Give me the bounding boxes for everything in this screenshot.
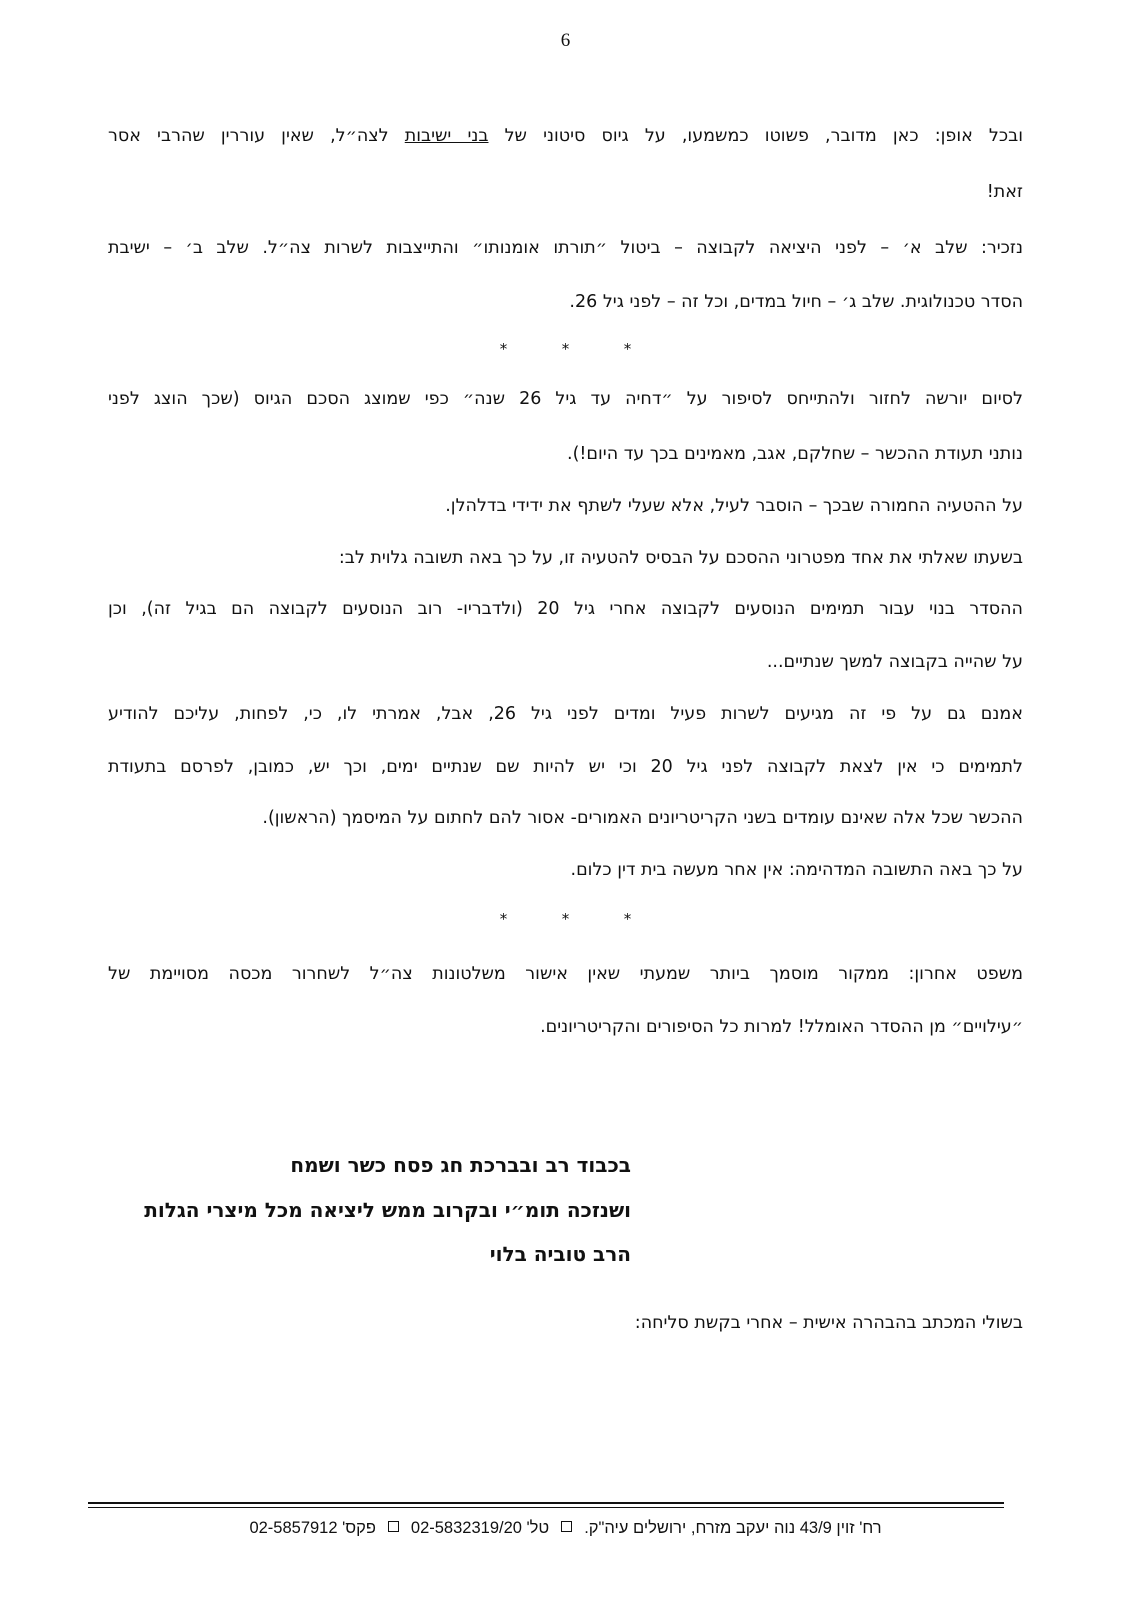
separator-star: *	[561, 340, 570, 358]
body-line-suffix: לצה״ל, שאין עוררין שהרבי אסר	[108, 126, 405, 146]
footer-phone: טל' 02-5832319/20	[410, 1519, 550, 1537]
separator-star: *	[499, 910, 508, 928]
footer-rule	[88, 1507, 1004, 1508]
body-line: ההכשר שכל אלה שאינם עומדים בשני הקריטריונים האמורים- אסור להם לחתום על המיסמך (הראשון).	[262, 808, 1023, 828]
footer	[0, 1519, 1131, 1538]
body-line: אמנם גם על פי זה מגיעים לשרות פעיל ומדים לפני גיל 26, אבל, אמרתי לו, כי, לפחות, עליכם להודיע	[108, 704, 1023, 724]
closing-line: בכבוד רב ובברכת חג פסח כשר ושמח	[290, 1153, 631, 1177]
bullet-box-icon	[561, 1521, 572, 1532]
bullet-box-icon	[388, 1521, 399, 1532]
body-line: משפט אחרון: ממקור מוסמך ביותר שמעתי שאין אישור משלטונות צה״ל לשחרור מכסה מסויימת של	[108, 964, 1023, 984]
separator-star: *	[499, 340, 508, 358]
body-line: נותני תעודת ההכשר – שחלקם, אגב, מאמינים בכך עד היום!).	[567, 444, 1023, 464]
footer-address: רח' זוין 43/9 נוה יעקב מזרח, ירושלים עיה"ק.	[584, 1519, 882, 1537]
footer-fax: פקס' 02-5857912	[249, 1519, 376, 1537]
page-number: 6	[560, 30, 571, 51]
body-line: לתמימים כי אין לצאת לקבוצה לפני גיל 20 וכי יש להיות שם שנתיים ימים, וכך יש, כמובן, לפרסם בתעודת	[108, 757, 1023, 777]
section-separator	[0, 340, 1131, 358]
signature: הרב טוביה בלוי	[489, 1242, 631, 1266]
body-line: לסיום יורשה לחזור ולהתייחס לסיפור על ״דחיה עד גיל 26 שנה״ כפי שמוצג הסכם הגיוס (שכך הוצג לפני	[108, 389, 1023, 409]
body-line: נזכיר: שלב א׳ – לפני היציאה לקבוצה – ביטול ״תורתו אומנותו״ והתייצבות לשרות צה״ל. שלב ב׳ – ישיבת	[108, 238, 1023, 258]
separator-star: *	[623, 910, 632, 928]
separator-star: *	[561, 910, 570, 928]
body-line: על ההטעיה החמורה שבכך – הוסבר לעיל, אלא שעלי לשתף את ידידי בדלהלן.	[445, 496, 1023, 516]
body-line: על שהייה בקבוצה למשך שנתיים...	[766, 652, 1023, 672]
postscript-heading: בשולי המכתב בהבהרה אישית – אחרי בקשת סליחה:	[634, 1313, 1023, 1333]
closing-line: ושנזכה תומ״י ובקרוב ממש ליציאה מכל מיצרי הגלות	[144, 1198, 631, 1222]
separator-star: *	[623, 340, 632, 358]
body-line-prefix: ובכל אופן: כאן מדובר, פשוטו כמשמעו, על גיוס סיטוני של	[488, 126, 1023, 146]
body-line	[108, 124, 1023, 148]
body-line: על כך באה התשובה המדהימה: אין אחר מעשה בית דין כלום.	[570, 860, 1023, 880]
underlined-phrase: בני ישיבות	[404, 126, 489, 146]
section-separator	[0, 910, 1131, 928]
body-line: ״עילויים״ מן ההסדר האומלל! למרות כל הסיפורים והקריטריונים.	[540, 1017, 1023, 1037]
body-line: בשעתו שאלתי את אחד מפטרוני ההסכם על הבסיס להטעיה זו, על כך באה תשובה גלוית לב:	[338, 548, 1023, 568]
body-line: הסדר טכנולוגית. שלב ג׳ – חיול במדים, וכל זה – לפני גיל 26.	[569, 292, 1023, 312]
body-line: זאת!	[986, 182, 1023, 202]
footer-rule	[88, 1502, 1004, 1504]
body-line: ההסדר בנוי עבור תמימים הנוסעים לקבוצה אחרי גיל 20 (ולדבריו- רוב הנוסעים לקבוצה הם בגיל זה), וכן	[108, 599, 1023, 619]
